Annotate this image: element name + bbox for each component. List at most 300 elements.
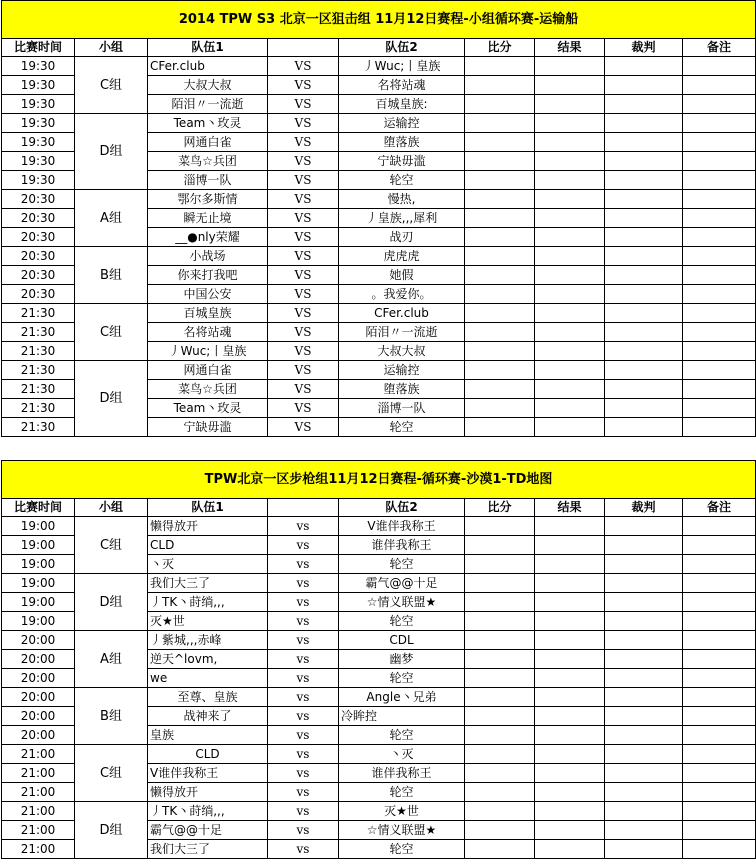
vs-label: vs	[268, 536, 339, 555]
referee-cell	[605, 745, 683, 764]
team2-cell: 。我爱你。	[339, 285, 465, 304]
notes-cell	[683, 285, 756, 304]
match-time: 21:30	[2, 361, 75, 380]
team2-cell: Angle丶兄弟	[339, 688, 465, 707]
vs-label: vs	[268, 802, 339, 821]
result-cell	[535, 536, 605, 555]
team1-cell: 皇族	[148, 726, 268, 745]
score-cell	[465, 764, 535, 783]
match-time: 20:30	[2, 228, 75, 247]
notes-cell	[683, 418, 756, 437]
match-time: 20:00	[2, 669, 75, 688]
result-cell	[535, 612, 605, 631]
team1-cell: 我们大三了	[148, 840, 268, 859]
score-cell	[465, 840, 535, 859]
team1-cell: CLD	[148, 536, 268, 555]
group-name: B组	[75, 247, 148, 304]
team2-cell: 丿皇族,,,犀利	[339, 209, 465, 228]
referee-cell	[605, 669, 683, 688]
table-row	[2, 114, 756, 133]
score-cell	[465, 821, 535, 840]
score-cell	[465, 593, 535, 612]
score-cell	[465, 342, 535, 361]
team2-cell: ☆情义联盟★	[339, 593, 465, 612]
result-cell	[535, 285, 605, 304]
referee-cell	[605, 209, 683, 228]
vs-label: vs	[268, 840, 339, 859]
referee-cell	[605, 399, 683, 418]
referee-cell	[605, 726, 683, 745]
result-cell	[535, 783, 605, 802]
team1-cell: 瞬无止境	[148, 209, 268, 228]
result-cell	[535, 707, 605, 726]
result-cell	[535, 133, 605, 152]
team2-cell: 战刃	[339, 228, 465, 247]
sheet-title: TPW北京一区步枪组11月12日赛程-循环赛-沙漠1-TD地图	[2, 461, 756, 499]
team2-cell: 轮空	[339, 171, 465, 190]
score-cell	[465, 171, 535, 190]
score-cell	[465, 707, 535, 726]
match-time: 20:00	[2, 631, 75, 650]
vs-label: VS	[268, 380, 339, 399]
team2-cell: 淄博一队	[339, 399, 465, 418]
notes-cell	[683, 536, 756, 555]
team2-cell: 轮空	[339, 783, 465, 802]
score-cell	[465, 209, 535, 228]
vs-label: vs	[268, 726, 339, 745]
result-cell	[535, 342, 605, 361]
notes-cell	[683, 726, 756, 745]
team1-cell: 小战场	[148, 247, 268, 266]
team1-cell: V谁伴我称王	[148, 764, 268, 783]
vs-label: VS	[268, 399, 339, 418]
score-cell	[465, 536, 535, 555]
match-time: 21:00	[2, 821, 75, 840]
score-cell	[465, 95, 535, 114]
notes-cell	[683, 304, 756, 323]
referee-cell	[605, 342, 683, 361]
table-row	[2, 304, 756, 323]
result-cell	[535, 650, 605, 669]
referee-cell	[605, 171, 683, 190]
notes-cell	[683, 612, 756, 631]
result-cell	[535, 304, 605, 323]
match-time: 20:00	[2, 707, 75, 726]
group-name: A组	[75, 190, 148, 247]
team2-cell: CFer.club	[339, 304, 465, 323]
referee-cell	[605, 688, 683, 707]
team1-cell: 懒得放开	[148, 517, 268, 536]
score-cell	[465, 285, 535, 304]
notes-cell	[683, 133, 756, 152]
team1-cell: CFer.club	[148, 57, 268, 76]
notes-cell	[683, 802, 756, 821]
notes-cell	[683, 342, 756, 361]
vs-label: vs	[268, 669, 339, 688]
notes-cell	[683, 764, 756, 783]
header-row	[2, 499, 756, 517]
score-cell	[465, 57, 535, 76]
match-time: 20:30	[2, 266, 75, 285]
vs-label: VS	[268, 171, 339, 190]
team1-cell: we	[148, 669, 268, 688]
referee-cell	[605, 190, 683, 209]
result-cell	[535, 152, 605, 171]
team2-cell: 运输控	[339, 114, 465, 133]
group-name: D组	[75, 361, 148, 437]
vs-label: VS	[268, 266, 339, 285]
referee-cell	[605, 285, 683, 304]
team2-cell: CDL	[339, 631, 465, 650]
referee-cell	[605, 247, 683, 266]
result-cell	[535, 209, 605, 228]
team1-cell: 大叔大叔	[148, 76, 268, 95]
team2-cell: 百城皇族:	[339, 95, 465, 114]
result-cell	[535, 745, 605, 764]
vs-label: vs	[268, 688, 339, 707]
vs-label: VS	[268, 418, 339, 437]
team1-cell: 鄂尔多斯情	[148, 190, 268, 209]
schedule-table-rifle	[1, 460, 756, 859]
result-cell	[535, 171, 605, 190]
match-time: 21:00	[2, 745, 75, 764]
result-cell	[535, 95, 605, 114]
notes-cell	[683, 190, 756, 209]
team1-cell: 丿紫城,,,赤峰	[148, 631, 268, 650]
vs-label: VS	[268, 209, 339, 228]
referee-cell	[605, 840, 683, 859]
team1-cell: 淄博一队	[148, 171, 268, 190]
score-cell	[465, 726, 535, 745]
score-cell	[465, 517, 535, 536]
team2-cell: 轮空	[339, 840, 465, 859]
referee-cell	[605, 323, 683, 342]
table-row	[2, 361, 756, 380]
match-time: 21:00	[2, 840, 75, 859]
result-cell	[535, 418, 605, 437]
score-cell	[465, 555, 535, 574]
team2-cell: 陌泪〃一流逝	[339, 323, 465, 342]
notes-cell	[683, 380, 756, 399]
notes-cell	[683, 361, 756, 380]
match-time: 19:30	[2, 133, 75, 152]
referee-cell	[605, 114, 683, 133]
header-team2: 队伍2	[339, 39, 465, 57]
notes-cell	[683, 209, 756, 228]
team2-cell: 运输控	[339, 361, 465, 380]
vs-label: vs	[268, 650, 339, 669]
match-time: 19:30	[2, 171, 75, 190]
team1-cell: 你来打我吧	[148, 266, 268, 285]
vs-label: VS	[268, 95, 339, 114]
referee-cell	[605, 380, 683, 399]
score-cell	[465, 190, 535, 209]
schedule-table-sniper	[1, 0, 756, 437]
notes-cell	[683, 631, 756, 650]
team2-cell: 大叔大叔	[339, 342, 465, 361]
sheet-title: 2014 TPW S3 北京一区狙击组 11月12日赛程-小组循环赛-运输船	[2, 1, 756, 39]
vs-label: VS	[268, 323, 339, 342]
vs-label: VS	[268, 190, 339, 209]
team2-cell: 名将站魂	[339, 76, 465, 95]
match-time: 19:30	[2, 57, 75, 76]
notes-cell	[683, 323, 756, 342]
header-group: 小组	[75, 39, 148, 57]
vs-label: VS	[268, 76, 339, 95]
match-time: 21:30	[2, 418, 75, 437]
referee-cell	[605, 555, 683, 574]
header-row	[2, 39, 756, 57]
header-vs	[268, 499, 339, 517]
score-cell	[465, 631, 535, 650]
notes-cell	[683, 152, 756, 171]
score-cell	[465, 228, 535, 247]
header-notes: 备注	[683, 499, 756, 517]
score-cell	[465, 418, 535, 437]
result-cell	[535, 323, 605, 342]
result-cell	[535, 190, 605, 209]
header-result: 结果	[535, 499, 605, 517]
team1-cell: 战神来了	[148, 707, 268, 726]
result-cell	[535, 555, 605, 574]
team2-cell: 霸气@@十足	[339, 574, 465, 593]
referee-cell	[605, 536, 683, 555]
team2-cell: 谁伴我称王	[339, 764, 465, 783]
team2-cell: 轮空	[339, 669, 465, 688]
vs-label: VS	[268, 114, 339, 133]
match-time: 20:00	[2, 726, 75, 745]
score-cell	[465, 650, 535, 669]
team2-cell: 幽梦	[339, 650, 465, 669]
match-time: 20:00	[2, 688, 75, 707]
team2-cell: 宁缺毋滥	[339, 152, 465, 171]
match-time: 20:30	[2, 190, 75, 209]
header-score: 比分	[465, 39, 535, 57]
referee-cell	[605, 650, 683, 669]
notes-cell	[683, 399, 756, 418]
header-team2: 队伍2	[339, 499, 465, 517]
result-cell	[535, 669, 605, 688]
score-cell	[465, 114, 535, 133]
vs-label: vs	[268, 593, 339, 612]
notes-cell	[683, 171, 756, 190]
vs-label: vs	[268, 555, 339, 574]
team1-cell: 菜鸟☆兵团	[148, 380, 268, 399]
result-cell	[535, 574, 605, 593]
match-time: 19:30	[2, 152, 75, 171]
team1-cell: 网通白雀	[148, 133, 268, 152]
notes-cell	[683, 593, 756, 612]
team1-cell: 丶灭	[148, 555, 268, 574]
table-row	[2, 745, 756, 764]
group-name: C组	[75, 304, 148, 361]
result-cell	[535, 517, 605, 536]
notes-cell	[683, 669, 756, 688]
result-cell	[535, 266, 605, 285]
vs-label: vs	[268, 745, 339, 764]
team2-cell: 轮空	[339, 555, 465, 574]
header-group: 小组	[75, 499, 148, 517]
team2-cell: 冷眸控	[339, 707, 465, 726]
table-row	[2, 574, 756, 593]
team2-cell: 轮空	[339, 612, 465, 631]
header-referee: 裁判	[605, 499, 683, 517]
team2-cell: 堕落族	[339, 380, 465, 399]
referee-cell	[605, 593, 683, 612]
team2-cell: ☆情义联盟★	[339, 821, 465, 840]
team2-cell: 灭★世	[339, 802, 465, 821]
team1-cell: 陌泪〃一流逝	[148, 95, 268, 114]
match-time: 21:30	[2, 323, 75, 342]
notes-cell	[683, 745, 756, 764]
group-name: D组	[75, 802, 148, 859]
result-cell	[535, 631, 605, 650]
group-name: D组	[75, 114, 148, 190]
group-name: C组	[75, 57, 148, 114]
result-cell	[535, 380, 605, 399]
table-row	[2, 517, 756, 536]
result-cell	[535, 228, 605, 247]
result-cell	[535, 802, 605, 821]
group-name: A组	[75, 631, 148, 688]
notes-cell	[683, 574, 756, 593]
match-time: 21:30	[2, 304, 75, 323]
match-time: 19:00	[2, 593, 75, 612]
team1-cell: 名将站魂	[148, 323, 268, 342]
match-time: 21:30	[2, 342, 75, 361]
notes-cell	[683, 783, 756, 802]
result-cell	[535, 593, 605, 612]
table-row	[2, 190, 756, 209]
header-notes: 备注	[683, 39, 756, 57]
match-time: 19:30	[2, 95, 75, 114]
referee-cell	[605, 133, 683, 152]
notes-cell	[683, 688, 756, 707]
match-time: 21:00	[2, 783, 75, 802]
team1-cell: 百城皇族	[148, 304, 268, 323]
team1-cell: 灭★世	[148, 612, 268, 631]
notes-cell	[683, 266, 756, 285]
notes-cell	[683, 247, 756, 266]
notes-cell	[683, 228, 756, 247]
vs-label: VS	[268, 152, 339, 171]
team1-cell: __●nly荣耀	[148, 228, 268, 247]
match-time: 20:30	[2, 247, 75, 266]
title-row	[2, 461, 756, 499]
result-cell	[535, 764, 605, 783]
score-cell	[465, 133, 535, 152]
vs-label: vs	[268, 631, 339, 650]
match-time: 21:30	[2, 380, 75, 399]
vs-label: VS	[268, 285, 339, 304]
match-time: 19:00	[2, 517, 75, 536]
team1-cell: 菜鸟☆兵团	[148, 152, 268, 171]
team1-cell: 丿Wuc;丨皇族	[148, 342, 268, 361]
score-cell	[465, 361, 535, 380]
team1-cell: 懒得放开	[148, 783, 268, 802]
match-time: 19:00	[2, 574, 75, 593]
header-score: 比分	[465, 499, 535, 517]
match-time: 19:30	[2, 114, 75, 133]
group-name: C组	[75, 745, 148, 802]
notes-cell	[683, 95, 756, 114]
referee-cell	[605, 361, 683, 380]
result-cell	[535, 688, 605, 707]
table-row	[2, 802, 756, 821]
team2-cell: 慢热,	[339, 190, 465, 209]
referee-cell	[605, 228, 683, 247]
match-time: 19:00	[2, 555, 75, 574]
team1-cell: 丿TK丶莳绱,,,	[148, 802, 268, 821]
vs-label: VS	[268, 304, 339, 323]
result-cell	[535, 399, 605, 418]
referee-cell	[605, 802, 683, 821]
referee-cell	[605, 517, 683, 536]
team2-cell: 虎虎虎	[339, 247, 465, 266]
referee-cell	[605, 76, 683, 95]
vs-label: VS	[268, 133, 339, 152]
notes-cell	[683, 707, 756, 726]
match-time: 20:30	[2, 209, 75, 228]
referee-cell	[605, 783, 683, 802]
match-time: 20:30	[2, 285, 75, 304]
header-team1: 队伍1	[148, 39, 268, 57]
match-time: 21:00	[2, 764, 75, 783]
vs-label: VS	[268, 342, 339, 361]
vs-label: vs	[268, 517, 339, 536]
match-time: 21:30	[2, 399, 75, 418]
result-cell	[535, 821, 605, 840]
header-time: 比赛时间	[2, 499, 75, 517]
referee-cell	[605, 418, 683, 437]
referee-cell	[605, 821, 683, 840]
referee-cell	[605, 707, 683, 726]
table-row	[2, 247, 756, 266]
vs-label: VS	[268, 361, 339, 380]
notes-cell	[683, 114, 756, 133]
header-team1: 队伍1	[148, 499, 268, 517]
team2-cell: 谁伴我称王	[339, 536, 465, 555]
referee-cell	[605, 266, 683, 285]
team2-cell: 轮空	[339, 726, 465, 745]
score-cell	[465, 669, 535, 688]
team1-cell: 至尊、皇族	[148, 688, 268, 707]
notes-cell	[683, 517, 756, 536]
header-vs	[268, 39, 339, 57]
referee-cell	[605, 95, 683, 114]
group-name: C组	[75, 517, 148, 574]
match-time: 20:00	[2, 650, 75, 669]
score-cell	[465, 783, 535, 802]
notes-cell	[683, 57, 756, 76]
team2-cell: 丿Wuc;丨皇族	[339, 57, 465, 76]
score-cell	[465, 380, 535, 399]
team1-cell: 丿TK丶莳绱,,,	[148, 593, 268, 612]
table-row	[2, 688, 756, 707]
score-cell	[465, 152, 535, 171]
result-cell	[535, 247, 605, 266]
vs-label: VS	[268, 57, 339, 76]
vs-label: VS	[268, 228, 339, 247]
referee-cell	[605, 574, 683, 593]
result-cell	[535, 361, 605, 380]
vs-label: vs	[268, 764, 339, 783]
score-cell	[465, 76, 535, 95]
team1-cell: CLD	[148, 745, 268, 764]
vs-label: vs	[268, 574, 339, 593]
result-cell	[535, 114, 605, 133]
table-row	[2, 57, 756, 76]
